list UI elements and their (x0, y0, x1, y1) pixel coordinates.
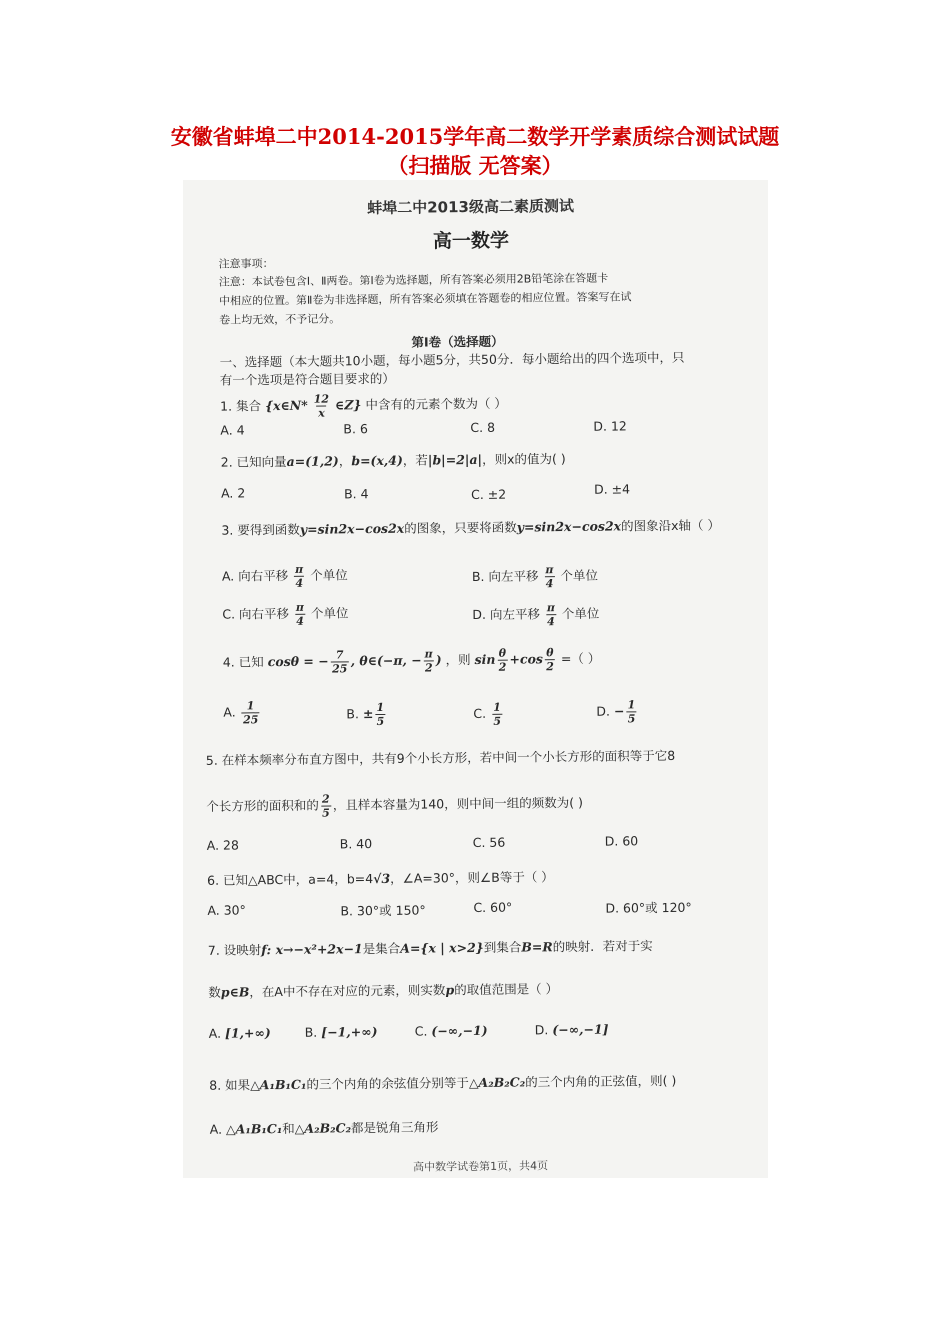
question-2-stem (221, 449, 566, 471)
q8-prefix: 8. 如果 (209, 1077, 251, 1093)
frac-den: 4 (296, 614, 304, 628)
q7-mid1: 是集合 (362, 940, 401, 957)
q4-cond-fraction (331, 649, 349, 674)
q1-option-c: C. 8 (470, 419, 496, 436)
frac-num: π (424, 647, 433, 661)
q5-fraction (321, 794, 331, 819)
q3-option-a (222, 563, 348, 589)
frac-den: 2 (498, 660, 507, 674)
q7-line2-mid: ，在A中不存在对应的元素，则实数 (249, 982, 446, 1000)
frac-num: π (295, 562, 304, 576)
q1-set-tail: ∈Z} (334, 397, 362, 413)
q4-ask-cos: +cos (509, 651, 544, 667)
frac-den: 4 (545, 577, 554, 591)
exam-page-footer: 高中数学试卷第1页，共4页 (413, 1159, 549, 1174)
q8-option-a-label: A. (209, 1121, 223, 1137)
frac-den: 5 (627, 712, 636, 726)
q4-option-d-fraction (626, 699, 636, 724)
question-7-line1 (208, 936, 653, 959)
q1-option-a: A. 4 (220, 422, 245, 438)
q3-option-a-unit: 个单位 (310, 567, 348, 583)
q7-line2-prefix: 数 (208, 984, 221, 1000)
q2-option-a: A. 2 (220, 485, 246, 501)
frac-num: π (295, 600, 305, 614)
document-title (0, 122, 950, 180)
q3-option-c (222, 601, 348, 627)
q4-option-a (223, 700, 262, 725)
frac-den: 2 (424, 661, 433, 675)
q4-option-b (346, 702, 387, 727)
q2-option-d: D. ±4 (593, 481, 631, 497)
q7-prefix: 7. 设映射 (207, 942, 262, 958)
q7-tail1: 的映射．若对于实 (552, 938, 653, 955)
q4-stem: =（ ） (560, 650, 601, 667)
q1-frac-den: x (318, 406, 325, 420)
q8-triangle-2: △A₂B₂C₂ (468, 1074, 526, 1091)
q2-prefix: 2. 已知向量 (220, 453, 287, 470)
q3-option-a-fraction (294, 564, 304, 589)
question-5-line2 (206, 791, 583, 820)
q6-stem-tail: ，∠A=30°，则∠B等于（ ） (390, 869, 554, 886)
frac-den: 4 (547, 615, 555, 629)
q2-condition-prefix: ，若 (402, 452, 428, 468)
question-7-line2 (208, 979, 558, 1001)
q7-set-b: B=R (521, 939, 553, 955)
q7-option-c-value: (−∞,−1) (431, 1022, 488, 1039)
q8-option-a-tail: 都是锐角三角形 (350, 1119, 439, 1136)
exam-subject: 高一数学 (432, 229, 510, 253)
q8-option-a (210, 1117, 439, 1137)
question-1-stem (220, 392, 507, 420)
q3-option-c-fraction (295, 602, 305, 627)
q5-option-b: B. 40 (339, 836, 373, 852)
frac-den: 5 (322, 806, 330, 820)
q7-line2-tail: 的取值范围是（ ） (454, 981, 559, 998)
q4-ask-fraction-1 (497, 648, 507, 673)
q3-option-c-label: C. 向右平移 (222, 605, 290, 622)
q8-option-a-and: 和 (282, 1120, 295, 1137)
q3-option-d-unit: 个单位 (561, 605, 600, 622)
q5-line2-tail: ，且样本容量为140，则中间一组的频数为( ) (332, 794, 583, 813)
frac-den: 2 (546, 660, 554, 674)
q1-frac-num: 12 (313, 392, 330, 406)
q7-option-c-label: C. (414, 1023, 428, 1039)
frac-den: 4 (295, 576, 304, 590)
q7-option-a (209, 1025, 271, 1041)
q3-option-d-label: D. 向左平移 (472, 606, 540, 623)
q8-tail: 的三个内角的正弦值，则( ) (525, 1072, 677, 1090)
q8-triangle-1: △A₁B₁C₁ (250, 1076, 307, 1093)
frac-den: 25 (332, 662, 348, 676)
frac-den: 5 (493, 714, 502, 728)
q2-stem: ，则x的值为( ) (481, 451, 566, 467)
q8-option-a-triangle-2: △A₂B₂C₂ (294, 1120, 352, 1136)
q2-separator: ， (338, 453, 352, 469)
q1-prefix: 1. 集合 (220, 398, 262, 414)
q7-mid2: 到集合 (483, 939, 522, 955)
q3-option-d (472, 602, 599, 628)
q4-option-a-label: A. (223, 704, 236, 720)
q2-option-c: C. ±2 (470, 486, 507, 503)
q3-function-2: y=sin2x−cos2x (516, 518, 622, 535)
q4-ask-fraction-2 (545, 647, 555, 672)
q7-option-d (535, 1022, 609, 1038)
q3-option-b-fraction (544, 564, 554, 589)
q4-cond-lhs: cosθ = − (267, 653, 329, 670)
q3-stem: 的图象沿x轴（ ） (620, 517, 721, 534)
q7-option-d-label: D. (534, 1022, 549, 1038)
q1-set: {x∈N* (264, 397, 308, 414)
q4-option-c-fraction (492, 702, 502, 727)
q6-sqrt: √3 (373, 870, 391, 887)
q3-prefix: 3. 要得到函数 (221, 521, 300, 538)
q7-option-a-label: A. (208, 1025, 222, 1041)
q5-option-d: D. 60 (604, 833, 639, 849)
q3-option-c-unit: 个单位 (310, 605, 349, 621)
question-4-stem (223, 647, 601, 676)
section1-instruction: 有一个选项是符合题目要求的） (219, 370, 395, 388)
q3-option-b-label: B. 向左平移 (471, 568, 539, 585)
q6-option-b: B. 30°或 150° (340, 902, 426, 919)
document-title-line1: 安徽省蚌埠二中2014-2015学年高二数学开学素质综合测试试题 (170, 124, 780, 149)
q6-option-d: D. 60°或 120° (605, 899, 692, 916)
question-6-stem (207, 867, 554, 889)
q4-option-d (596, 699, 638, 724)
q7-option-b-label: B. (304, 1024, 318, 1040)
q8-mid: 的三个内角的余弦值分别等于 (306, 1075, 469, 1092)
frac-num: 1 (376, 700, 385, 715)
document-title-line2: （扫描版 无答案） (387, 153, 563, 178)
q2-condition: |b|=2|a| (427, 451, 483, 468)
q7-option-d-value: (−∞,−1] (552, 1021, 609, 1038)
exam-title: 蚌埠二中2013级高二素质测试 (367, 196, 575, 218)
q7-p-in-b: p∈B (220, 984, 250, 1000)
q3-option-b-unit: 个单位 (560, 567, 599, 584)
q4-option-b-label: B. (346, 706, 359, 722)
notice-line: 中相应的位置。第Ⅱ卷为非选择题，所有答案必须填在答题卷的相应位置。答案写在试 (218, 290, 632, 308)
notice-line: 注意：本试卷包含Ⅰ、Ⅱ两卷。第Ⅰ卷为选择题，所有答案必须用2B铅笔涂在答题卡 (218, 271, 609, 289)
frac-num: π (545, 563, 554, 577)
scanned-exam-page (183, 180, 768, 1178)
q7-option-c (415, 1023, 488, 1039)
question-3-stem (221, 515, 720, 538)
q2-option-b: B. 4 (343, 486, 369, 502)
notice-label: 注意事项： (218, 257, 274, 271)
frac-num: θ (498, 646, 507, 660)
q3-option-b (472, 564, 598, 590)
q4-prefix: 4. 已知 (222, 654, 264, 670)
frac-num: 2 (321, 792, 330, 806)
q5-line2-prefix: 个长方形的面积和的 (206, 797, 319, 814)
frac-num: 1 (493, 700, 501, 714)
q7-p-var: p (445, 982, 455, 998)
q3-option-d-fraction (546, 602, 556, 627)
q2-vector-a: a=(1,2) (286, 453, 339, 469)
q6-option-a: A. 30° (207, 902, 246, 918)
notice-line: 卷上均无效，不予记分。 (219, 312, 341, 327)
q4-ask-prefix: ，则 (445, 652, 471, 668)
q4-option-c (473, 702, 504, 727)
q4-ask-sin: sin (474, 651, 496, 668)
frac-num: π (546, 601, 555, 615)
frac-num: 1 (627, 698, 636, 712)
q4-cond-close: ) (435, 652, 442, 668)
q4-option-c-label: C. (473, 705, 487, 722)
q6-stem-prefix: 6. 已知△ABC中，a=4，b=4 (207, 871, 374, 888)
frac-num: 1 (246, 699, 255, 713)
part1-title: 第Ⅰ卷（选择题） (411, 333, 504, 350)
q5-option-a: A. 28 (206, 837, 239, 853)
q4-option-d-sign: − (613, 703, 625, 719)
frac-den: 25 (242, 713, 259, 727)
q2-vector-b: b=(x,4) (351, 452, 403, 469)
q4-option-a-fraction (242, 700, 260, 725)
q4-option-d-label: D. (596, 703, 611, 719)
q5-option-c: C. 56 (472, 834, 506, 851)
question-8-stem (209, 1071, 676, 1094)
frac-num: 7 (335, 648, 344, 662)
frac-den: 5 (376, 714, 385, 729)
q4-option-b-sign: ± (362, 706, 374, 722)
q4-cond-rhs-fraction (424, 648, 434, 673)
q3-function-1: y=sin2x−cos2x (299, 520, 405, 537)
q1-option-b: B. 6 (343, 421, 368, 437)
question-5-line1: 5. 在样本频率分布直方图中，共有9个小长方形，若中间一个小长方形的面积等于它8 (205, 747, 676, 768)
q3-middle-text: 的图象，只要将函数 (404, 519, 517, 536)
q8-option-a-triangle-1: △A₁B₁C₁ (225, 1121, 283, 1137)
q7-option-a-value: [1,+∞) (224, 1025, 271, 1041)
q3-option-a-label: A. 向右平移 (221, 567, 289, 584)
q1-stem: 中含有的元素个数为（ ） (365, 395, 507, 413)
q4-cond-rhs: , θ∈(−π, − (350, 652, 422, 669)
section1-instruction: 一、选择题（本大题共10小题，每小题5分，共50分．每小题给出的四个选项中，只 (219, 349, 685, 370)
q6-option-c: C. 60° (473, 899, 513, 916)
frac-num: θ (546, 646, 554, 660)
q7-option-b (305, 1024, 378, 1040)
q1-option-d: D. 12 (593, 418, 627, 434)
q7-set-a: A={x | x>2} (400, 939, 484, 956)
q7-option-b-value: [−1,+∞) (321, 1024, 378, 1040)
q1-fraction (314, 394, 330, 419)
q7-mapping: f: x→−x²+2x−1 (261, 941, 363, 958)
q4-option-b-fraction (375, 702, 385, 727)
